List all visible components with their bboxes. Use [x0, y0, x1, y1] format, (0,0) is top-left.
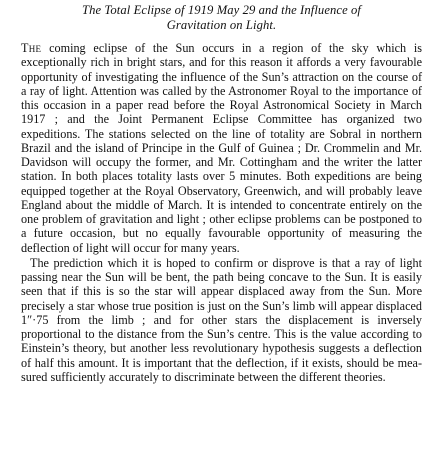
article-title-line-2: Gravitation on Light. [166, 18, 277, 32]
paragraph-1-opening-word: The [21, 41, 42, 55]
paragraph-1-text: coming eclipse of the Sun occurs in a region of the sky which is exceptionally rich in bright stars, and for this reason it affords a very favourable opportunity of investigating the influence of the Sun’s attraction on the course of a ray of light. Attention was called by the Astronomer Royal to the importance of this occasion in a paper read before the Royal Astronomical Society in March 1917 ; and the Joint Permanent Eclipse Committee has organized two expeditions. The stations selected on the line of totality are Sobral in northern Brazil and the island of Principe in the Gulf of Guinea ; Dr. Crommelin and Mr. Davidson will occupy the former, and Mr. Cottingham and the writer the latter station. In both places totality lasts over 5 minutes. Both expeditions are being equipped together at the Royal Observatory, Greenwich, and will probably leave England about the middle of March. It is intended to concentrate entirely on the one problem of gravitation and light ; other eclipse problems can be postponed to a future occasion, but no equally favourable opportunity of measuring the deflection of light will occur for many years. [21, 41, 422, 255]
article-body [21, 41, 422, 384]
article-title [21, 0, 422, 33]
article-title-line-1: The Total Eclipse of 1919 May 29 and the Influence of [81, 3, 362, 17]
paragraph-1 [21, 41, 422, 255]
paragraph-2: The prediction which it is hoped to confirm or disprove is that a ray of light passing near the Sun will be bent, the path being concave to the Sun. It is easily seen that if this is so the star will appear displaced away from the Sun. More precisely a star whose true position is just on the Sun’s limb will appear displaced 1″·75 from the limb ; and for other stars the displacement is inversely proportional to the distance from the Sun’s centre. This is the value according to Einstein’s theory, but another less revolutionary hypothesis suggests a deflection of half this amount. It is important that the deflection, if it exists, should be measured sufficiently accurately to discriminate between the different theories. [21, 255, 422, 384]
